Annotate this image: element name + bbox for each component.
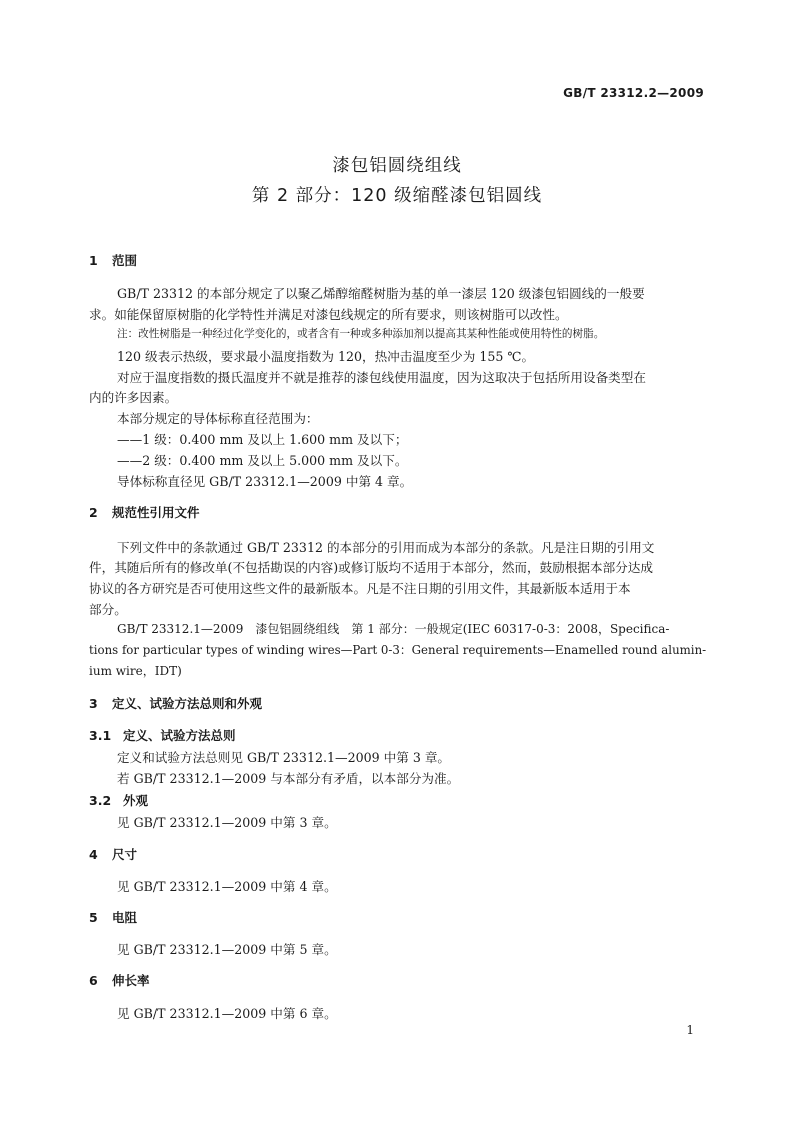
section-title: 尺寸 bbox=[112, 847, 138, 862]
paragraph-line: 见 GB/T 23312.1—2009 中第 5 章。 bbox=[117, 942, 337, 957]
paragraph-line: 定义和试验方法总则见 GB/T 23312.1—2009 中第 3 章。 bbox=[117, 750, 451, 765]
section-6-heading bbox=[89, 971, 150, 989]
reference-line: ium wire，IDT) bbox=[89, 664, 182, 678]
section-number: 1 bbox=[89, 253, 98, 268]
document-subtitle: 第 2 部分：120 级缩醛漆包铝圆线 bbox=[251, 186, 543, 206]
paragraph-line: 下列文件中的条款通过 GB/T 23312 的本部分的引用而成为本部分的条款。凡是注日期的引用文 bbox=[117, 540, 655, 555]
paragraph-line: 见 GB/T 23312.1—2009 中第 4 章。 bbox=[117, 879, 337, 894]
standard-code: GB/T 23312.2—2009 bbox=[563, 86, 704, 100]
section-5-heading bbox=[89, 908, 137, 926]
reference-line: GB/T 23312.1—2009 漆包铝圆绕组线 第 1 部分：一般规定(IEC 60317-0-3：2008，Specifica- bbox=[117, 622, 670, 636]
paragraph-line: 若 GB/T 23312.1—2009 与本部分有矛盾，以本部分为准。 bbox=[117, 771, 460, 786]
list-item: ——1 级：0.400 mm 及以上 1.600 mm 及以下； bbox=[117, 432, 408, 447]
list-item: ——2 级：0.400 mm 及以上 5.000 mm 及以下。 bbox=[117, 453, 408, 468]
subsection-3-2-heading bbox=[89, 791, 148, 809]
subsection-title: 定义、试验方法总则 bbox=[123, 728, 236, 743]
section-number: 3 bbox=[89, 696, 98, 711]
paragraph-line: 导体标称直径见 GB/T 23312.1—2009 中第 4 章。 bbox=[117, 474, 413, 489]
paragraph-line: 本部分规定的导体标称直径范围为： bbox=[117, 411, 319, 426]
paragraph-line: 求。如能保留原树脂的化学特性并满足对漆包线规定的所有要求，则该树脂可以改性。 bbox=[89, 307, 568, 322]
section-3-heading bbox=[89, 694, 262, 712]
section-number: 4 bbox=[89, 847, 98, 862]
section-4-heading bbox=[89, 845, 137, 863]
subsection-3-1-heading bbox=[89, 726, 236, 744]
paragraph-line: 部分。 bbox=[89, 602, 127, 617]
subsection-number: 3.2 bbox=[89, 793, 112, 808]
section-title: 伸长率 bbox=[112, 973, 150, 988]
section-2-heading bbox=[89, 503, 200, 521]
section-number: 5 bbox=[89, 910, 98, 925]
section-1-heading bbox=[89, 251, 137, 269]
section-title: 规范性引用文件 bbox=[112, 505, 200, 520]
paragraph-line: 见 GB/T 23312.1—2009 中第 6 章。 bbox=[117, 1006, 337, 1021]
paragraph-line: 见 GB/T 23312.1—2009 中第 3 章。 bbox=[117, 815, 337, 830]
paragraph-line: 120 级表示热级，要求最小温度指数为 120，热冲击温度至少为 155 ℃。 bbox=[117, 349, 535, 364]
document-title: 漆包铝圆绕组线 bbox=[332, 156, 462, 176]
subsection-title: 外观 bbox=[123, 793, 149, 808]
paragraph-line: 件，其随后所有的修改单(不包括勘误的内容)或修订版均不适用于本部分，然而，鼓励根据本部分达成 bbox=[89, 560, 653, 575]
reference-line: tions for particular types of winding wires—Part 0-3：General requirements—Enamelled round alumin- bbox=[89, 643, 707, 657]
paragraph-line: 协议的各方研究是否可使用这些文件的最新版本。凡是不注日期的引用文件，其最新版本适用于本 bbox=[89, 581, 631, 596]
paragraph-line: 内的许多因素。 bbox=[89, 390, 178, 405]
paragraph-line: GB/T 23312 的本部分规定了以聚乙烯醇缩醛树脂为基的单一漆层 120 级漆包铝圆线的一般要 bbox=[117, 286, 645, 301]
section-title: 范围 bbox=[112, 253, 138, 268]
paragraph-line: 对应于温度指数的摄氏温度并不就是推荐的漆包线使用温度，因为这取决于包括所用设备类型在 bbox=[117, 370, 646, 385]
section-number: 2 bbox=[89, 505, 98, 520]
section-title: 定义、试验方法总则和外观 bbox=[112, 696, 263, 711]
subsection-number: 3.1 bbox=[89, 728, 112, 743]
note-text: 注：改性树脂是一种经过化学变化的，或者含有一种或多种添加剂以提高其某种性能或使用特性的树脂。 bbox=[117, 328, 605, 340]
page-number: 1 bbox=[686, 1023, 694, 1037]
section-number: 6 bbox=[89, 973, 98, 988]
section-title: 电阻 bbox=[112, 910, 138, 925]
